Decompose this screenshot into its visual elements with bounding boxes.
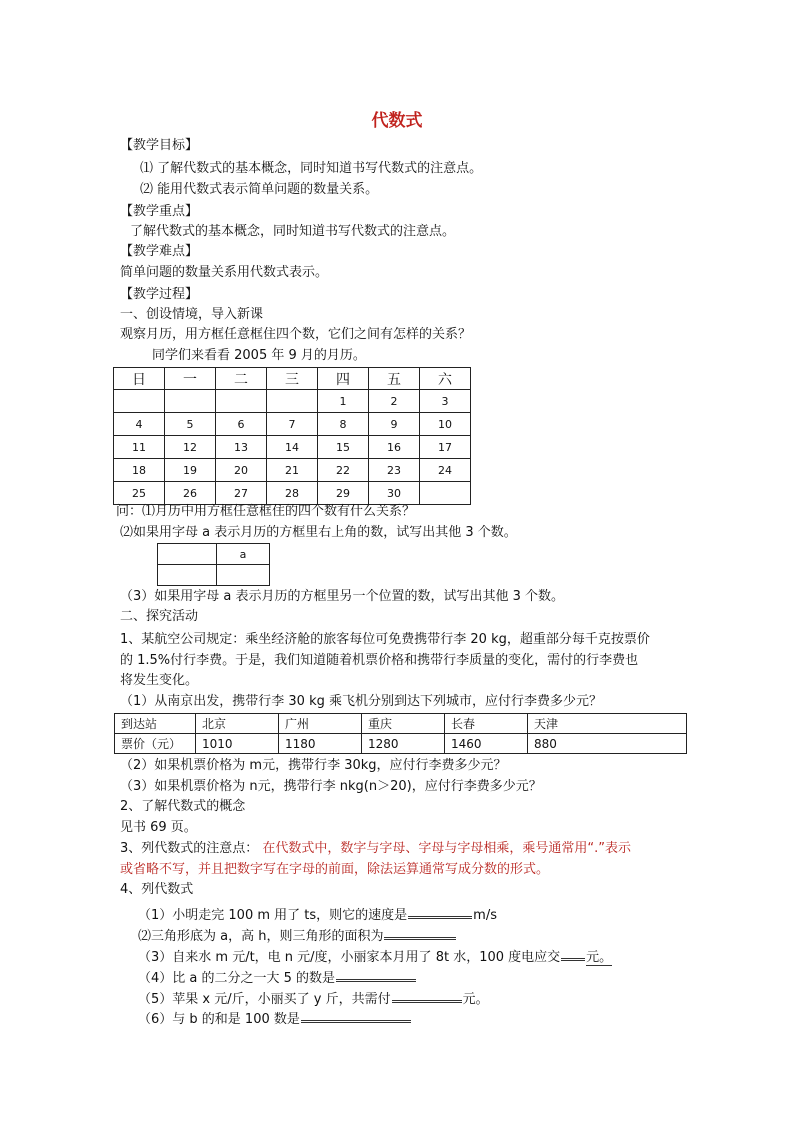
calendar-cell: 23 [369,459,420,482]
calendar-cell [216,390,267,413]
calendar-cell: 9 [369,413,420,436]
price-cell: 1460 [445,734,528,754]
activity-4-heading: 4、列代数式 [120,882,194,897]
activity-1-question-1: （1）从南京出发，携带行李 30 kg 乘飞机分别到达下列城市，应付行李费多少元？ [120,694,602,709]
calendar-header: 二 [216,368,267,390]
calendar-header: 五 [369,368,420,390]
calendar-cell: 3 [420,390,471,413]
price-cell: 北京 [196,714,279,734]
calendar-cell: 18 [114,459,165,482]
exercise-4-blank[interactable] [336,965,416,982]
calendar-header: 三 [267,368,318,390]
exercise-5-text: （5）苹果 x 元/斤，小丽买了 y 斤，共需付 [138,992,391,1007]
question-3: （3）如果用字母 a 表示月历的方框里另一个位置的数，试写出其他 3 个数。 [120,589,565,604]
calendar-intro: 同学们来看看 2005 年 9 月的月历。 [152,348,366,363]
calendar-cell: 7 [267,413,318,436]
exercise-5-blank[interactable] [392,986,462,1003]
difficulty-text: 简单问题的数量关系用代数式表示。 [120,265,329,280]
activity-3-line-2: 或省略不写，并且把数字写在字母的前面，除法运算通常写成分数的形式。 [120,862,550,877]
mini-box-cell [158,544,217,565]
activity-3-line-1 [120,839,631,859]
exercise-1-unit: m/s [473,908,497,923]
exercise-2 [138,923,457,943]
calendar-cell: 16 [369,436,420,459]
activity-2-heading: 2、了解代数式的概念 [120,799,246,814]
calendar-cell: 22 [318,459,369,482]
exercise-3-unit: 元。 [586,950,613,965]
price-table-row [115,714,687,734]
price-cell: 天津 [528,714,687,734]
price-cell: 1280 [362,734,445,754]
calendar-cell: 29 [318,482,369,505]
exercise-4 [138,965,417,985]
price-cell: 长春 [445,714,528,734]
calendar-header: 一 [165,368,216,390]
process-heading: 【教学过程】 [120,287,199,302]
calendar-row [114,459,471,482]
price-cell: 广州 [279,714,362,734]
calendar-cell: 11 [114,436,165,459]
calendar-cell: 6 [216,413,267,436]
calendar-cell: 27 [216,482,267,505]
difficulty-heading: 【教学难点】 [120,244,199,259]
calendar-header: 六 [420,368,471,390]
key-point-text: 了解代数式的基本概念，同时知道书写代数式的注意点。 [130,224,456,239]
calendar-cell: 8 [318,413,369,436]
calendar-row [114,413,471,436]
calendar-cell: 30 [369,482,420,505]
page-title: 代数式 [371,111,423,131]
section-1-heading: 一、创设情境，导入新课 [120,307,264,322]
question-1: 问：⑴月历中用方框任意框住的四个数有什么关系？ [116,504,416,519]
price-cell: 到达站 [115,714,196,734]
calendar-cell: 10 [420,413,471,436]
exercise-1-blank[interactable] [408,902,472,919]
section-1-question: 观察月历，用方框任意框住四个数，它们之间有怎样的关系？ [120,327,472,342]
activity-1-line-2: 的 1.5%付行李费。于是，我们知道随着机票价格和携带行李质量的变化，需付的行李费也 [120,653,639,668]
calendar-header: 日 [114,368,165,390]
calendar-cell: 21 [267,459,318,482]
price-cell: 1010 [196,734,279,754]
exercise-3-blank[interactable] [561,944,585,961]
calendar-cell: 12 [165,436,216,459]
exercise-1-text: （1）小明走完 100 m 用了 ts，则它的速度是 [138,908,408,923]
mini-box-table [157,543,270,586]
goal-item-2: ⑵ 能用代数式表示简单问题的数量关系。 [140,182,379,197]
calendar-cell: 14 [267,436,318,459]
calendar-cell: 2 [369,390,420,413]
activity-1-question-3: （3）如果机票价格为 n元，携带行李 nkg(n＞20)，应付行李费多少元？ [120,779,542,794]
key-point-heading: 【教学重点】 [120,204,199,219]
goal-item-1: ⑴ 了解代数式的基本概念，同时知道书写代数式的注意点。 [140,161,483,176]
goal-heading: 【教学目标】 [120,138,199,153]
calendar-cell: 28 [267,482,318,505]
calendar-cell: 15 [318,436,369,459]
question-2: ⑵如果用字母 a 表示月历的方框里右上角的数，试写出其他 3 个数。 [120,525,517,540]
activity-3-text: 3、列代数式的注意点： [120,841,259,856]
calendar-cell: 1 [318,390,369,413]
mini-box-cell [217,565,270,586]
calendar-cell: 5 [165,413,216,436]
calendar-cell: 17 [420,436,471,459]
activity-2-reference: 见书 69 页。 [120,820,197,835]
price-cell: 票价（元） [115,734,196,754]
exercise-6-blank[interactable] [301,1006,411,1023]
activity-1-line-3: 将发生变化。 [120,673,199,688]
price-cell: 重庆 [362,714,445,734]
activity-1-question-2: （2）如果机票价格为 m元，携带行李 30kg，应付行李费多少元？ [120,758,507,773]
price-cell: 1180 [279,734,362,754]
exercise-2-text: ⑵三角形底为 a，高 h，则三角形的面积为 [138,929,384,944]
mini-box-cell [158,565,217,586]
calendar-row [114,390,471,413]
calendar-cell: 25 [114,482,165,505]
price-table-row [115,734,687,754]
calendar-cell [267,390,318,413]
calendar-cell: 26 [165,482,216,505]
exercise-6 [138,1006,412,1026]
calendar-cell: 4 [114,413,165,436]
calendar-header: 四 [318,368,369,390]
exercise-4-text: （4）比 a 的二分之一大 5 的数是 [138,971,336,986]
calendar-cell: 19 [165,459,216,482]
calendar-cell [114,390,165,413]
calendar-cell: 24 [420,459,471,482]
price-cell: 880 [528,734,687,754]
exercise-5-unit: 元。 [462,992,489,1007]
calendar-table [113,367,471,505]
exercise-5 [138,986,489,1006]
calendar-cell [420,482,471,505]
exercise-6-text: （6）与 b 的和是 100 数是 [138,1012,300,1027]
price-table [114,713,687,754]
calendar-row [114,436,471,459]
calendar-cell: 20 [216,459,267,482]
calendar-cell [165,390,216,413]
exercise-1 [138,902,497,922]
exercise-3-text: （3）自来水 m 元/t，电 n 元/度，小丽家本月用了 8t 水，100 度电应交 [138,950,561,965]
mini-box-cell: a [217,544,270,565]
exercise-3 [138,944,612,964]
activity-1-line-1: 1、某航空公司规定：乘坐经济舱的旅客每位可免费携带行李 20 kg，超重部分每千克按票价 [120,632,650,647]
exercise-2-blank[interactable] [384,923,456,940]
activity-3-highlight: 在代数式中，数字与字母、字母与字母相乘，乘号通常用“.”表示 [262,841,632,856]
section-2-heading: 二、探究活动 [120,609,199,624]
calendar-cell: 13 [216,436,267,459]
